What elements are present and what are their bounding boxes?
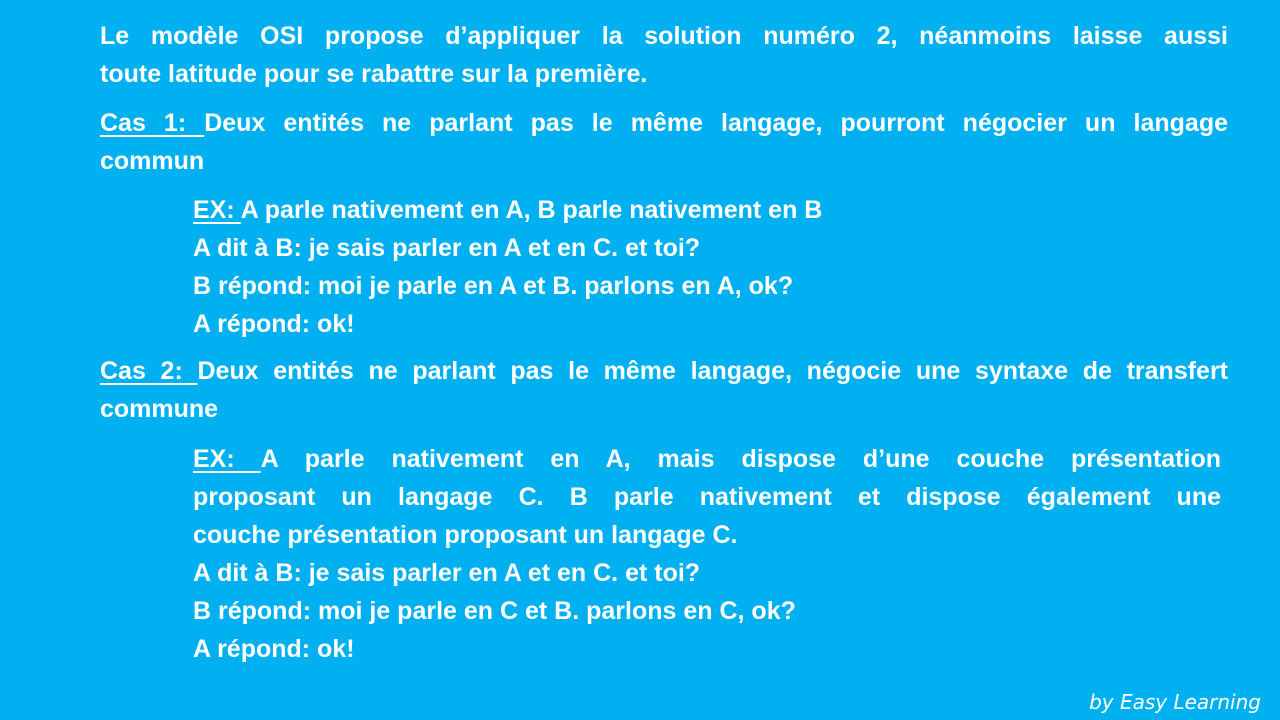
case-1-example-line-2: A dit à B: je sais parler en A et en C. et toi? <box>193 234 701 262</box>
case-1-example-text-1: A parle nativement en A, B parle nativement en B <box>240 196 823 224</box>
case-1-example-line-1 <box>193 191 1223 229</box>
case-2-paragraph <box>100 352 1228 428</box>
case-2-text-1: Deux entités ne parlant pas le même langage, négocie une syntaxe de transfert <box>197 357 1229 385</box>
intro-paragraph <box>100 17 1228 93</box>
intro-line-1: Le modèle OSI propose d’appliquer la solution numéro 2, néanmoins laisse aussi <box>100 22 1228 50</box>
case-2-example-label: EX: <box>193 445 261 473</box>
case-2-example-line-2: proposant un langage C. B parle nativement et dispose également une <box>193 483 1221 511</box>
case-2-line-2: commune <box>100 395 219 423</box>
case-1-example <box>193 191 1223 343</box>
intro-line-2: toute latitude pour se rabattre sur la première. <box>100 60 648 88</box>
case-1-label: Cas 1: <box>100 109 205 137</box>
case-2-line-1 <box>100 352 1228 390</box>
case-2-example-text-1: A parle nativement en A, mais dispose d’une couche présentation <box>260 445 1221 473</box>
case-2-example-line-1 <box>193 440 1221 478</box>
case-1-line-2: commun <box>100 147 205 175</box>
case-2-label: Cas 2: <box>100 357 198 385</box>
case-1-text-1: Deux entités ne parlant pas le même langage, pourront négocier un langage <box>204 109 1228 137</box>
case-2-example-line-6: A répond: ok! <box>193 635 355 663</box>
case-1-example-line-4: A répond: ok! <box>193 310 355 338</box>
case-2-example-line-4: A dit à B: je sais parler en A et en C. et toi? <box>193 559 701 587</box>
case-2-example-line-3: couche présentation proposant un langage C. <box>193 521 738 549</box>
case-2-example-line-5: B répond: moi je parle en C et B. parlons en C, ok? <box>193 597 796 625</box>
case-1-example-label: EX: <box>193 196 241 224</box>
case-1-line-1 <box>100 104 1228 142</box>
case-1-paragraph <box>100 104 1228 180</box>
case-2-example <box>193 440 1221 668</box>
case-1-example-line-3: B répond: moi je parle en A et B. parlons en A, ok? <box>193 272 794 300</box>
author-credit: by Easy Learning <box>1089 690 1261 714</box>
